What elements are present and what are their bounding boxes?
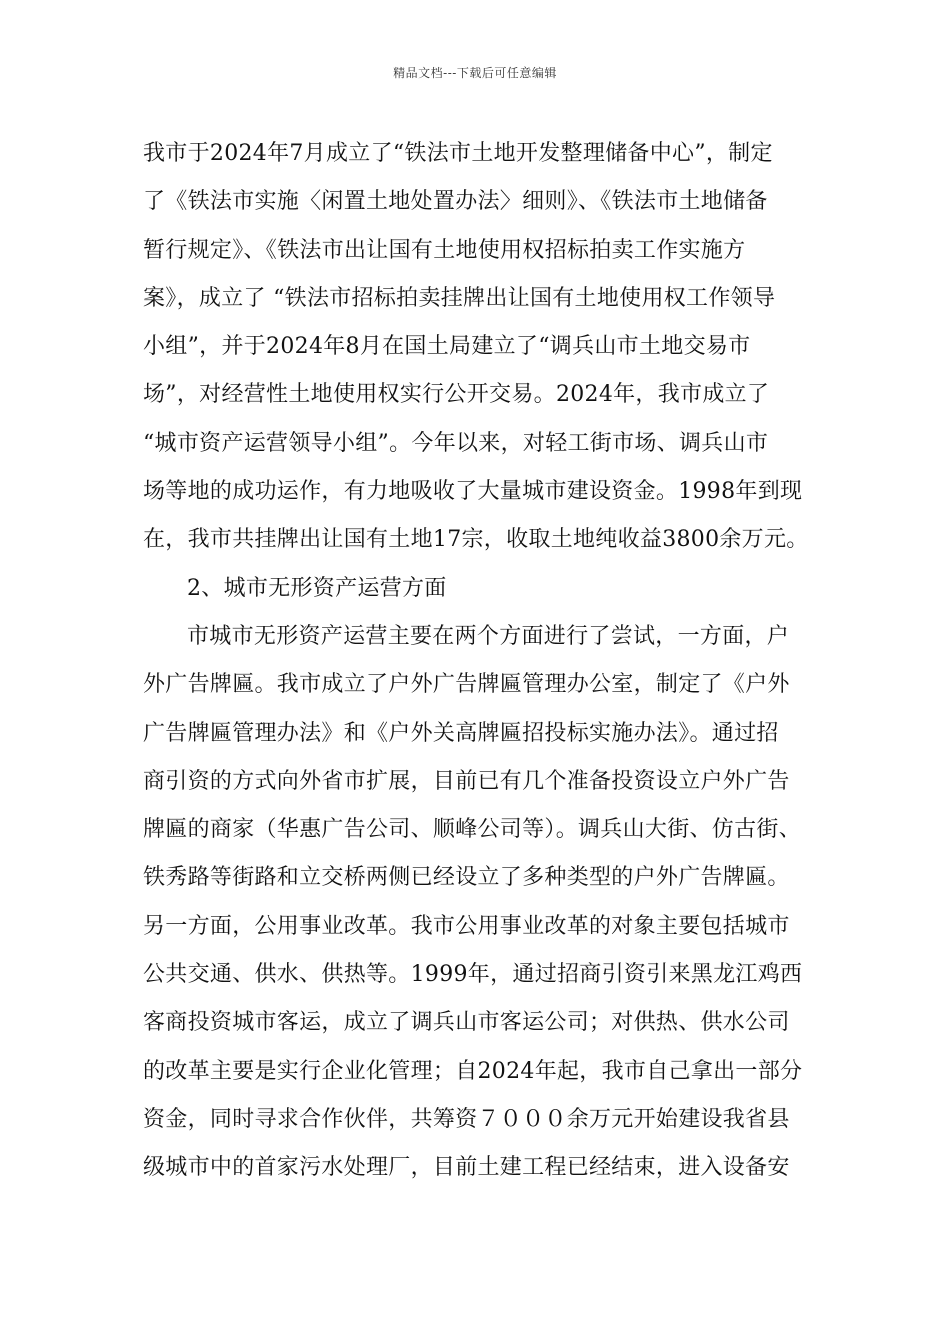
text-line: 级城市中的首家污水处理厂，目前土建工程已经结束，进入设备安 — [143, 1155, 790, 1181]
text-line: 在，我市共挂牌出让国有土地17宗，收取土地纯收益3800余万元。 — [143, 527, 809, 553]
text-line: 我市于2024年7月成立了“铁法市土地开发整理储备中心”，制定 — [143, 141, 773, 166]
text-line: 小组”，并于2024年8月在国土局建立了“调兵山市土地交易市 — [143, 334, 751, 360]
text-line: 客商投资城市客运，成立了调兵山市客运公司；对供热、供水公司 — [143, 1010, 790, 1036]
page-header: 精品文档---下载后可任意编辑 — [393, 66, 557, 80]
text-line: 另一方面，公用事业改革。我市公用事业改革的对象主要包括城市 — [143, 913, 790, 939]
text-line: 公共交通、供水、供热等。1999年，通过招商引资引来黑龙江鸡西 — [143, 962, 803, 988]
text-line: 了《铁法市实施〈闲置土地处置办法〉细则》、《铁法市土地储备 — [143, 189, 768, 215]
text-line: 牌匾的商家（华惠广告公司、顺峰公司等）。调兵山大街、仿古街、 — [143, 817, 802, 843]
text-line: 资金，同时寻求合作伙伴，共筹资７０００余万元开始建设我省县 — [143, 1106, 790, 1132]
text-line: 市城市无形资产运营主要在两个方面进行了尝试，一方面，户 — [187, 623, 790, 649]
text-line: 案》，成立了 “铁法市招标拍卖挂牌出让国有土地使用权工作领导 — [143, 285, 776, 311]
text-line: 场”，对经营性土地使用权实行公开交易。2024年，我市成立了 — [143, 382, 770, 408]
text-line: 商引资的方式向外省市扩展，目前已有几个准备投资设立户外广告 — [143, 768, 790, 794]
text-line: 外广告牌匾。我市成立了户外广告牌匾管理办公室，制定了《户外 — [143, 672, 790, 698]
text-line: 暂行规定》、《铁法市出让国有土地使用权招标拍卖工作实施方 — [143, 237, 746, 263]
text-line: 铁秀路等街路和立交桥两侧已经设立了多种类型的户外广告牌匾。 — [143, 865, 790, 891]
text-line: 场等地的成功运作，有力地吸收了大量城市建设资金。1998年到现 — [143, 479, 803, 505]
text-line: “城市资产运营领导小组”。今年以来，对轻工街市场、调兵山市 — [143, 430, 769, 456]
section-heading: 2、城市无形资产运营方面 — [187, 575, 447, 601]
text-line: 的改革主要是实行企业化管理；自2024年起，我市自己拿出一部分 — [143, 1058, 803, 1084]
text-line: 广告牌匾管理办法》和《户外关高牌匾招投标实施办法》。通过招 — [143, 720, 779, 746]
document-body — [143, 130, 815, 1193]
